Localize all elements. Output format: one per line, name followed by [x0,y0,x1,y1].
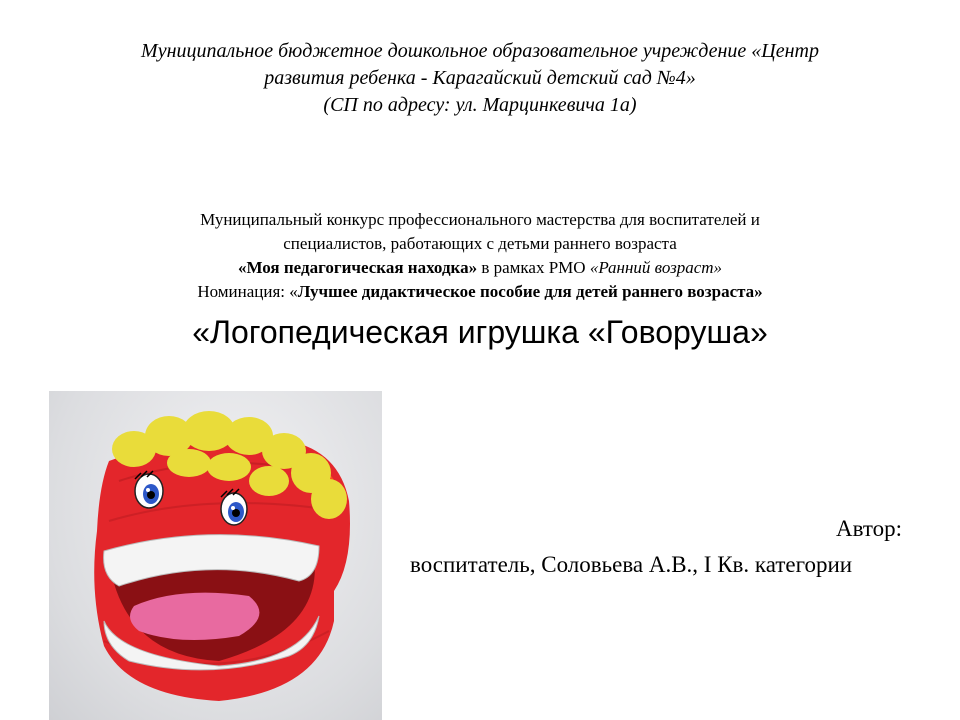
contest-line-1: Муниципальный конкурс профессионального мастерства для воспитателей и [200,210,760,229]
nomination-prefix: Номинация: « [197,282,298,301]
toy-illustration [49,391,382,720]
contest-rmo: «Ранний возраст» [589,258,723,277]
contest-name: «Моя педагогическая находка» [237,258,478,277]
author-credentials: воспитатель, Соловьева А.В., I Кв. категории [410,552,853,577]
author-label: Автор: [836,516,903,541]
nomination-name: Лучшее дидактическое пособие для детей раннего возраста» [297,282,763,301]
presentation-title: «Логопедическая игрушка «Говоруша» [192,314,768,350]
contest-line-4 [40,280,920,304]
header-line-2: развития ребенка - Карагайский детский сад №4» [264,67,696,89]
contest-line-2: специалистов, работающих с детьми раннего возраста [283,234,677,253]
contest-line-3 [40,256,920,280]
contest-info [40,208,920,304]
toy-photo [49,391,382,720]
header-line-1: Муниципальное бюджетное дошкольное образовательное учреждение «Центр [141,40,819,62]
contest-connector: в рамках РМО [477,258,590,277]
institution-header [40,38,920,119]
header-line-3: (СП по адресу: ул. Марцинкевича 1а) [323,94,637,116]
